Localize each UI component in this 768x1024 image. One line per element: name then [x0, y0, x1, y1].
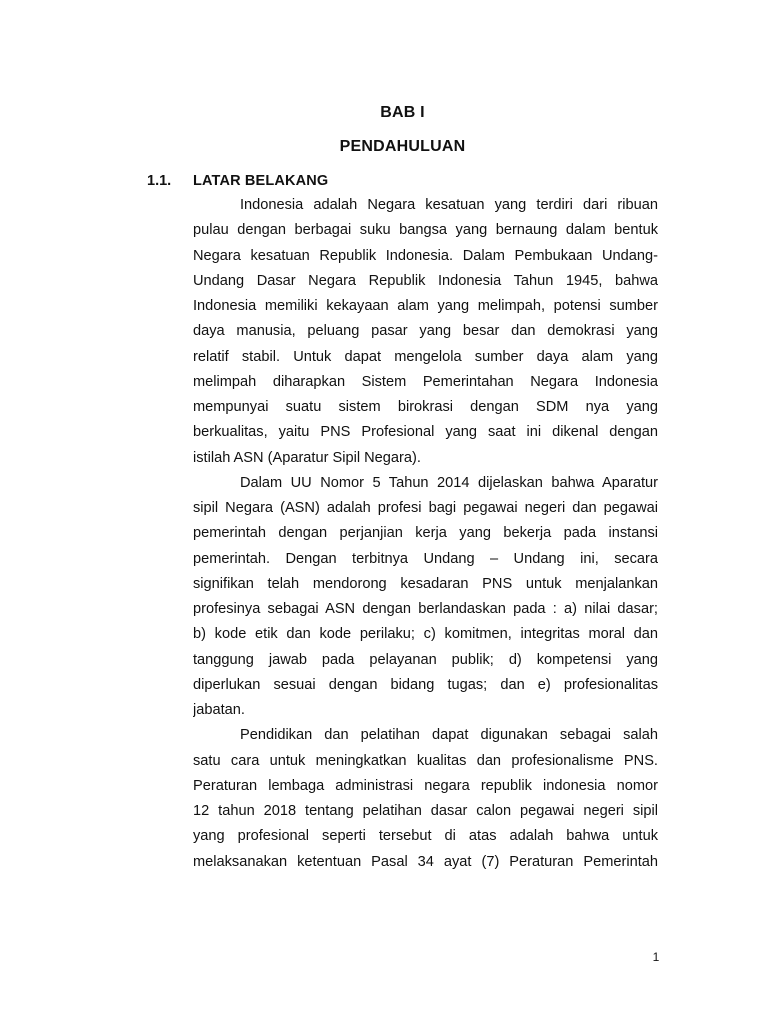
- paragraph-line: mempunyai suatu sistem birokrasi dengan SDM nya yang: [193, 399, 658, 415]
- paragraph-line: tanggung jawab pada pelayanan publik; d) kompetensi yang: [193, 651, 658, 668]
- section-number: 1.1.: [147, 173, 172, 189]
- paragraph: [193, 723, 658, 875]
- section-title: LATAR BELAKANG: [193, 173, 329, 189]
- paragraph: [193, 471, 658, 724]
- page-number: 1: [652, 950, 660, 964]
- paragraph-line: pemerintah. Dengan terbitnya Undang – Undang ini, secara: [193, 550, 658, 567]
- paragraph-line: Pendidikan dan pelatihan dapat digunakan sebagai salah: [240, 727, 658, 744]
- paragraph-line: jabatan.: [193, 702, 245, 718]
- paragraph-line: Undang Dasar Negara Republik Indonesia Tahun 1945, bahwa: [193, 272, 658, 289]
- paragraph-line: 12 tahun 2018 tentang pelatihan dasar calon pegawai negeri sipil: [193, 803, 658, 819]
- paragraph-line: Negara kesatuan Republik Indonesia. Dalam Pembukaan Undang-: [193, 247, 658, 264]
- paragraph-line: Indonesia adalah Negara kesatuan yang terdiri dari ribuan: [240, 197, 658, 213]
- body-text: [193, 193, 658, 875]
- paragraph-line: Indonesia memiliki kekayaan alam yang melimpah, potensi sumber: [193, 298, 658, 314]
- paragraph: [193, 193, 658, 471]
- paragraph-line: pulau dengan berbagai suku bangsa yang bernaung dalam bentuk: [193, 222, 658, 239]
- section-heading: [0, 171, 768, 191]
- paragraph-line: profesinya sebagai ASN dengan berlandaskan pada : a) nilai dasar;: [193, 601, 658, 617]
- paragraph-line: b) kode etik dan kode perilaku; c) komitmen, integritas moral dan: [193, 626, 658, 643]
- paragraph-line: melaksanakan ketentuan Pasal 34 ayat (7) Peraturan Pemerintah: [193, 853, 658, 870]
- paragraph-line: yang profesional seperti tersebut di atas adalah bahwa untuk: [193, 828, 658, 845]
- paragraph-line: pemerintah dengan perjanjian kerja yang bekerja pada instansi: [193, 525, 658, 542]
- paragraph-line: satu cara untuk meningkatkan kualitas dan profesionalisme PNS.: [193, 752, 658, 769]
- paragraph-line: istilah ASN (Aparatur Sipil Negara).: [193, 449, 421, 466]
- chapter-label: BAB I: [380, 104, 425, 121]
- paragraph-line: daya manusia, peluang pasar yang besar dan demokrasi yang: [193, 323, 658, 340]
- chapter-title: PENDAHULUAN: [339, 138, 466, 155]
- paragraph-line: melimpah diharapkan Sistem Pemerintahan Negara Indonesia: [193, 373, 658, 390]
- paragraph-line: diperlukan sesuai dengan bidang tugas; dan e) profesionalitas: [193, 676, 658, 693]
- paragraph-line: Dalam UU Nomor 5 Tahun 2014 dijelaskan bahwa Aparatur: [240, 474, 658, 491]
- paragraph-line: sipil Negara (ASN) adalah profesi bagi pegawai negeri dan pegawai: [193, 500, 658, 516]
- paragraph-line: signifikan telah mendorong kesadaran PNS untuk menjalankan: [193, 575, 658, 592]
- paragraph-line: Peraturan lembaga administrasi negara republik indonesia nomor: [193, 777, 658, 794]
- paragraph-line: berkualitas, yaitu PNS Profesional yang saat ini dikenal dengan: [193, 424, 658, 441]
- paragraph-line: relatif stabil. Untuk dapat mengelola sumber daya alam yang: [193, 348, 658, 365]
